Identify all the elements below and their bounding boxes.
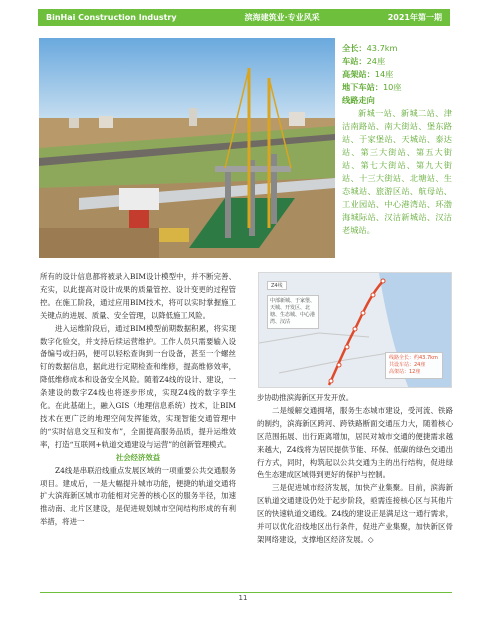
station-list: 新城一站、新城二站、津沽南路站、南大街站、堡东路站、于家堡站、天城站、泰达站、第三大街站、第五大街站、第七大街站、第九大街站、十三大街站、北塘站、生态城站、旅游区站、航母站、工业园站、中心港湾站、环渤海城际站、汉沽新城站、汉沽老城站。 [342,108,452,235]
length-row [342,42,452,55]
stats-stations: 共设车站：24座 [389,362,426,368]
station-value: 24座 [366,56,386,66]
issue-label: 2021年第一期 [387,13,442,22]
paragraph: 步协助推滨海新区开发开放。 [257,393,354,402]
elevated-label: 高架站： [342,69,375,79]
route-heading: 线路走向 [342,95,375,105]
map-callout: 中部新城、于家堡、天城、开发区、北塘、生态城、中心港湾、汉沽 [267,295,319,329]
stats-elevated: 高架站：12座 [389,369,421,375]
elevated-row [342,68,452,81]
paragraph: 三是促进城市经济发展，加快产业集聚。目前，滨海新区轨道交通建设仍处于起步阶段，亟需连接核心区与其他片区的快速轨道交通线。Z4线的建设正是满足这一通行需求，并可以优化沿线地区出行条件，促进产业集聚，加快新区骨架网络建设，支撑地区经济发展。◇ [257,483,453,544]
length-label: 全长： [342,43,367,53]
publication-title: BinHai Construction Industry [46,13,177,22]
construction-photo [39,38,335,258]
right-column [257,392,453,547]
page-number: 11 [238,594,248,602]
underground-row [342,81,452,94]
page-header [38,9,450,26]
paragraph: Z4线是串联沿线重点发展区域的一项重要公共交通服务项目。建成后，一是大幅提升城市功能，便捷的轨道交通将扩大滨海新区城市功能相对完善的核心区的服务半径，加速推动南、北片区建设，是促进规划城市空间结构形成的有利举措，将进一 [40,465,236,527]
line-facts [342,42,452,237]
footer-divider [40,592,452,593]
station-label: 车站： [342,56,367,66]
left-column [40,271,236,529]
paragraph: 所有的设计信息都将被录入BIM设计模型中，并不断完善、充实，以此提高对设计成果的质量管控、设计变更的过程管控。在施工阶段，通过应用BIM技术，将可以实时掌握施工关键点的进展、质量、安全管理，以降低施工风险。 [40,272,236,320]
stats-length: 线路全长：约43.7km [389,355,438,361]
underground-label: 地下车站： [342,82,383,92]
paragraph: 二是缓解交通拥堵，服务生态城市建设，受河流、铁路的制约，滨海新区跨河、跨铁路断面交通压力大，随着核心区范围拓展、出行距离增加，居民对城市交通的便捷需求越来越大，Z4线将为居民提供节能、环保、低碳的绿色交通出行方式，同时，构筑起以公共交通为主的出行结构，促进绿色生态建成区域得到更好的保护与控制。 [257,405,453,480]
section-heading: 社会经济效益 [115,452,161,462]
station-row [342,55,452,68]
section-title: 滨海建筑业·专业风采 [244,13,320,22]
line-badge: Z4线 [267,281,287,290]
elevated-value: 14座 [374,69,394,79]
route-map [258,272,452,388]
underground-value: 10座 [382,82,402,92]
paragraph: 进入运维阶段后，通过BIM模型前期数据积累，将实现数字化验交，并支持后续运营维护。工作人员只需要输入设备编号或扫码，便可以轻松查询到一台设备，甚至一个螺丝钉的数据信息，据此进行定期检查和维修，提高维修效率，降低维修成本和设备安全风险。随着Z4线的设计、建设，一条建设的数字Z4线也将逐步形成，实现Z4线的数字孪生化。在此基础上，融入GIS（地理信息系统）技术，让BIM技术在更广泛的地理空间发挥能效，实现智能交通管理中的“实时信息交互和发布”，全面提高服务品质，提升运维效率，打造“互联网+轨道交通建设与运营”的创新管理模式。 [40,323,236,449]
length-value: 43.7km [366,43,398,53]
map-stats [385,352,443,379]
